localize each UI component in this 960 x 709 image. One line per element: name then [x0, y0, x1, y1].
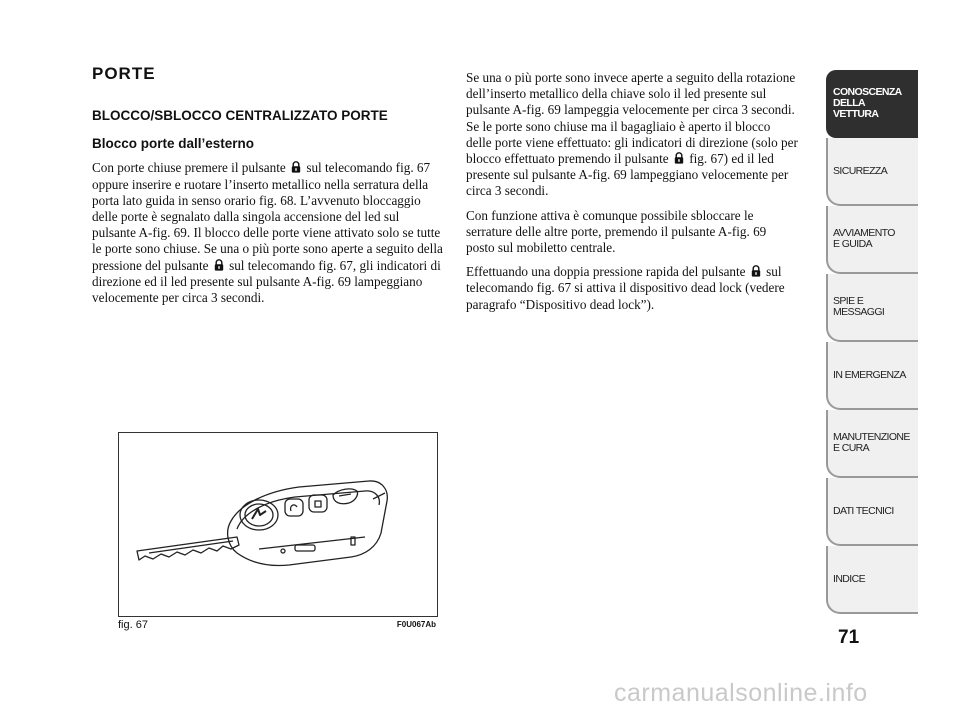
lock-icon [674, 152, 684, 164]
lock-icon [751, 265, 761, 277]
section-heading: Blocco porte dall’esterno [92, 136, 255, 152]
text-run: Con porte chiuse premere il pulsante [92, 160, 286, 176]
left-paragraph [92, 160, 444, 306]
tab-conoscenza-della-vettura[interactable] [826, 70, 918, 138]
tab-label: INDICE [833, 572, 865, 585]
section-subtitle: BLOCCO/SBLOCCO CENTRALIZZATO PORTE [92, 108, 388, 124]
tab-label: SICUREZZA [833, 164, 888, 177]
right-paragraph-3 [466, 264, 798, 313]
lock-icon [214, 259, 224, 271]
car-key-illustration [119, 433, 437, 616]
tab-label: CONOSCENZA DELLA VETTURA [833, 85, 902, 120]
tab-label: MANUTENZIONE E CURA [833, 431, 910, 454]
figure-67-frame [118, 432, 438, 617]
figure-caption [118, 619, 438, 637]
text-run: Effettuando una doppia pressione rapida del pulsante [466, 264, 746, 280]
page-title: PORTE [92, 64, 156, 83]
tab-dati-tecnici[interactable] [826, 478, 918, 546]
tab-in-emergenza[interactable] [826, 342, 918, 410]
watermark: carmanualsonline.info [614, 679, 868, 707]
tab-label: IN EMERGENZA [833, 368, 906, 381]
text-run: sul telecomando fig. 67 oppure inserire e ruotare l’inserto metallico nella serratura della porta lato guida in senso orario fig. 68. L’avvenuto bloccaggio delle porte è segnalato dalla singola accensione del led sul pulsante A-fig. 69. Il blocco delle porte viene attivato solo se tutte le porte sono chiuse. Se una o più porte sono aperte a seguito della pressione del pulsante [92, 160, 443, 273]
tab-manutenzione-e-cura[interactable] [826, 410, 918, 478]
tab-sicurezza[interactable] [826, 138, 918, 206]
figure-code: F0U067Ab [396, 620, 436, 629]
right-column [466, 70, 798, 321]
lock-icon [291, 161, 301, 173]
page-number: 71 [838, 627, 860, 648]
text-run: fig. 67) ed il led presente sul pulsante A-fig. 69 lampeggiano velocemente per circa 3 secondi. [466, 151, 789, 199]
tab-label: AVVIAMENTO E GUIDA [833, 227, 895, 250]
figure-label: fig. 67 [118, 619, 148, 631]
tab-indice[interactable] [826, 546, 918, 614]
right-paragraph-1 [466, 70, 798, 200]
tab-spie-e-messaggi[interactable] [826, 274, 918, 342]
chapter-tabs [826, 70, 918, 614]
right-paragraph-2: Con funzione attiva è comunque possibile sbloccare le serrature delle altre porte, premendo il pulsante A-fig. 69 posto sul mobiletto centrale. [466, 207, 767, 256]
text-run: Se una o più porte sono invece aperte a seguito della rotazione dell’inserto metallico della chiave solo il led presente sul pulsante A-fig. 69 lampeggia velocemente per circa 3 secondi. Se le porte sono chiuse ma il bagagliaio è aperto il blocco delle porte viene effettuato: gli indicatori di direzione (solo per blocco effettuato premendo il pulsante [466, 70, 798, 167]
left-column [92, 66, 444, 314]
text-run: sul telecomando fig. 67 si attiva il dispositivo dead lock (vedere paragrafo “Dispositivo dead lock”). [466, 264, 785, 312]
text-run: sul telecomando fig. 67, gli indicatori di direzione ed il led presente sul pulsante A-fig. 69 lampeggiano velocemente per circa 3 secondi. [92, 257, 441, 306]
tab-label: SPIE E MESSAGGI [833, 295, 885, 318]
tab-label: DATI TECNICI [833, 504, 894, 517]
tab-avviamento-e-guida[interactable] [826, 206, 918, 274]
